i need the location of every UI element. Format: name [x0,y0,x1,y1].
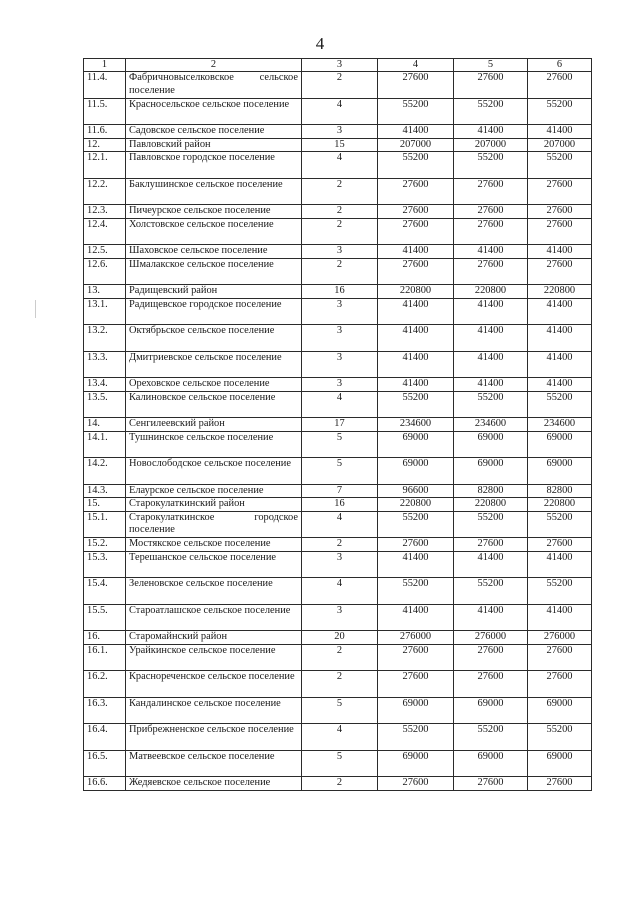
column-6-cell: 220800 [528,498,592,512]
column-5-cell: 41400 [454,604,528,631]
municipality-name-cell: Кандалинское сельское поселение [126,697,302,724]
municipality-name-cell: Сенгилеевский район [126,418,302,432]
column-6-cell: 27600 [528,671,592,698]
column-4-cell: 55200 [378,724,454,751]
column-6-cell: 27600 [528,205,592,219]
column-5-cell: 27600 [454,72,528,99]
column-5-cell: 41400 [454,245,528,259]
column-3-cell: 4 [302,152,378,179]
column-4-cell: 69000 [378,458,454,485]
column-6-cell: 55200 [528,724,592,751]
page-number: 4 [315,34,325,53]
municipality-name-cell: Елаурское сельское поселение [126,484,302,498]
column-3-cell: 3 [302,245,378,259]
row-number-cell: 12.5. [84,245,126,259]
column-5-cell: 55200 [454,511,528,538]
column-header: 6 [528,59,592,72]
column-3-cell: 2 [302,777,378,791]
column-4-cell: 55200 [378,98,454,125]
column-5-cell: 41400 [454,325,528,352]
municipality-name-cell: Урайкинское сельское поселение [126,644,302,671]
row-number-cell: 16.2. [84,671,126,698]
column-3-cell: 2 [302,218,378,245]
row-number-cell: 15.5. [84,604,126,631]
municipality-name-cell: Калиновское сельское поселение [126,391,302,418]
row-number-cell: 12.1. [84,152,126,179]
column-4-cell: 41400 [378,604,454,631]
table-row [84,245,592,259]
column-5-cell: 27600 [454,671,528,698]
column-5-cell: 69000 [454,697,528,724]
municipality-name-cell: Радищевское городское поселение [126,298,302,325]
table-row [84,551,592,578]
column-5-cell: 41400 [454,298,528,325]
municipality-name-cell: Зеленовское сельское поселение [126,578,302,605]
column-5-cell: 55200 [454,391,528,418]
row-number-cell: 13. [84,285,126,299]
table-row [84,458,592,485]
column-4-cell: 69000 [378,697,454,724]
table-row [84,205,592,219]
municipality-name-cell: Новослободское сельское поселение [126,458,302,485]
column-6-cell: 82800 [528,484,592,498]
column-6-cell: 276000 [528,631,592,645]
row-number-cell: 14.1. [84,431,126,458]
table-row [84,138,592,152]
column-4-cell: 69000 [378,750,454,777]
row-number-cell: 16.4. [84,724,126,751]
municipality-name-cell: Павловское городское поселение [126,152,302,179]
municipality-name-cell: Садовское сельское поселение [126,125,302,139]
column-4-cell: 27600 [378,671,454,698]
row-number-cell: 16.6. [84,777,126,791]
column-4-cell: 55200 [378,391,454,418]
column-4-cell: 27600 [378,205,454,219]
municipality-name-cell: Старомайнский район [126,631,302,645]
column-4-cell: 41400 [378,351,454,378]
column-6-cell: 69000 [528,458,592,485]
table-row [84,351,592,378]
column-6-cell: 41400 [528,125,592,139]
column-4-cell: 27600 [378,72,454,99]
column-3-cell: 4 [302,578,378,605]
column-3-cell: 2 [302,178,378,205]
column-6-cell: 27600 [528,258,592,285]
table-row [84,578,592,605]
column-5-cell: 276000 [454,631,528,645]
column-5-cell: 69000 [454,458,528,485]
municipality-name-cell: Шаховское сельское поселение [126,245,302,259]
column-4-cell: 41400 [378,298,454,325]
row-number-cell: 12.3. [84,205,126,219]
row-number-cell: 16.5. [84,750,126,777]
municipality-name-cell: Матвеевское сельское поселение [126,750,302,777]
column-6-cell: 55200 [528,391,592,418]
column-4-cell: 220800 [378,285,454,299]
column-3-cell: 7 [302,484,378,498]
column-6-cell: 41400 [528,245,592,259]
column-3-cell: 17 [302,418,378,432]
municipality-name-cell: Старокулаткинское городское поселение [126,511,302,538]
table-row [84,325,592,352]
allocation-table [83,58,592,791]
table-header-row [84,59,592,72]
column-6-cell: 41400 [528,551,592,578]
column-5-cell: 27600 [454,205,528,219]
municipality-name-cell: Шмалакское сельское поселение [126,258,302,285]
row-number-cell: 16.3. [84,697,126,724]
column-5-cell: 41400 [454,125,528,139]
column-header: 2 [126,59,302,72]
table-row [84,152,592,179]
column-6-cell: 207000 [528,138,592,152]
table-row [84,604,592,631]
column-4-cell: 27600 [378,538,454,552]
municipality-name-cell: Пичеурское сельское поселение [126,205,302,219]
column-6-cell: 55200 [528,152,592,179]
column-3-cell: 20 [302,631,378,645]
column-6-cell: 55200 [528,98,592,125]
table-body [84,72,592,791]
municipality-name-cell: Мостякское сельское поселение [126,538,302,552]
column-5-cell: 27600 [454,178,528,205]
column-5-cell: 27600 [454,777,528,791]
row-number-cell: 13.4. [84,378,126,392]
row-number-cell: 11.5. [84,98,126,125]
column-3-cell: 4 [302,511,378,538]
column-6-cell: 41400 [528,351,592,378]
column-5-cell: 55200 [454,578,528,605]
row-number-cell: 15.1. [84,511,126,538]
column-3-cell: 4 [302,724,378,751]
municipality-name-cell: Фабричновыселковское сельское поселение [126,72,302,99]
table-row [84,418,592,432]
column-4-cell: 41400 [378,325,454,352]
row-number-cell: 15.3. [84,551,126,578]
table-row [84,72,592,99]
row-number-cell: 12. [84,138,126,152]
column-5-cell: 27600 [454,218,528,245]
row-number-cell: 12.6. [84,258,126,285]
column-4-cell: 96600 [378,484,454,498]
municipality-name-cell: Ореховское сельское поселение [126,378,302,392]
column-5-cell: 207000 [454,138,528,152]
table-row [84,298,592,325]
municipality-name-cell: Старокулаткинский район [126,498,302,512]
column-4-cell: 27600 [378,777,454,791]
column-3-cell: 16 [302,498,378,512]
municipality-name-cell: Терешанское сельское поселение [126,551,302,578]
column-3-cell: 5 [302,697,378,724]
column-6-cell: 41400 [528,378,592,392]
column-3-cell: 5 [302,431,378,458]
table-row [84,258,592,285]
column-4-cell: 27600 [378,644,454,671]
column-3-cell: 2 [302,671,378,698]
column-6-cell: 220800 [528,285,592,299]
municipality-name-cell: Октябрьское сельское поселение [126,325,302,352]
column-5-cell: 55200 [454,152,528,179]
table-row [84,724,592,751]
table-row [84,697,592,724]
column-5-cell: 55200 [454,98,528,125]
row-number-cell: 15.2. [84,538,126,552]
column-3-cell: 2 [302,644,378,671]
row-number-cell: 12.4. [84,218,126,245]
column-4-cell: 27600 [378,258,454,285]
municipality-name-cell: Краснореченское сельское поселение [126,671,302,698]
column-5-cell: 41400 [454,378,528,392]
column-5-cell: 41400 [454,551,528,578]
column-4-cell: 55200 [378,152,454,179]
table-row [84,538,592,552]
row-number-cell: 12.2. [84,178,126,205]
column-5-cell: 69000 [454,750,528,777]
row-number-cell: 14. [84,418,126,432]
column-5-cell: 55200 [454,724,528,751]
column-6-cell: 27600 [528,178,592,205]
table-row [84,98,592,125]
column-header: 5 [454,59,528,72]
column-3-cell: 3 [302,325,378,352]
table-row [84,218,592,245]
column-3-cell: 4 [302,98,378,125]
column-5-cell: 220800 [454,285,528,299]
column-3-cell: 3 [302,351,378,378]
column-4-cell: 276000 [378,631,454,645]
row-number-cell: 14.2. [84,458,126,485]
column-4-cell: 41400 [378,125,454,139]
column-3-cell: 2 [302,72,378,99]
column-6-cell: 41400 [528,298,592,325]
column-4-cell: 234600 [378,418,454,432]
table-row [84,750,592,777]
column-3-cell: 15 [302,138,378,152]
column-5-cell: 27600 [454,258,528,285]
column-5-cell: 27600 [454,538,528,552]
column-5-cell: 27600 [454,644,528,671]
municipality-name-cell: Красносельское сельское поселение [126,98,302,125]
row-number-cell: 13.2. [84,325,126,352]
row-number-cell: 14.3. [84,484,126,498]
column-3-cell: 5 [302,750,378,777]
table-row [84,378,592,392]
column-6-cell: 41400 [528,604,592,631]
column-6-cell: 27600 [528,218,592,245]
column-4-cell: 27600 [378,178,454,205]
column-4-cell: 55200 [378,578,454,605]
column-6-cell: 55200 [528,578,592,605]
table-row [84,631,592,645]
column-5-cell: 234600 [454,418,528,432]
municipality-name-cell: Баклушинское сельское поселение [126,178,302,205]
table-row [84,431,592,458]
row-number-cell: 13.1. [84,298,126,325]
table-row [84,391,592,418]
column-3-cell: 3 [302,298,378,325]
column-6-cell: 69000 [528,697,592,724]
column-3-cell: 4 [302,391,378,418]
column-6-cell: 27600 [528,72,592,99]
row-number-cell: 16.1. [84,644,126,671]
column-3-cell: 3 [302,378,378,392]
table-row [84,285,592,299]
column-6-cell: 55200 [528,511,592,538]
table-row [84,125,592,139]
column-4-cell: 55200 [378,511,454,538]
column-4-cell: 27600 [378,218,454,245]
column-6-cell: 27600 [528,538,592,552]
column-header: 1 [84,59,126,72]
row-number-cell: 11.4. [84,72,126,99]
municipality-name-cell: Староатлашское сельское поселение [126,604,302,631]
row-number-cell: 15. [84,498,126,512]
table-row [84,498,592,512]
column-3-cell: 2 [302,538,378,552]
column-4-cell: 207000 [378,138,454,152]
column-header: 4 [378,59,454,72]
column-6-cell: 27600 [528,777,592,791]
column-4-cell: 41400 [378,378,454,392]
municipality-name-cell: Тушнинское сельское поселение [126,431,302,458]
column-6-cell: 234600 [528,418,592,432]
municipality-name-cell: Павловский район [126,138,302,152]
column-3-cell: 2 [302,258,378,285]
table-row [84,178,592,205]
column-header: 3 [302,59,378,72]
scan-mark [35,300,36,318]
column-3-cell: 16 [302,285,378,299]
column-4-cell: 41400 [378,551,454,578]
municipality-name-cell: Прибрежненское сельское поселение [126,724,302,751]
column-3-cell: 3 [302,604,378,631]
row-number-cell: 15.4. [84,578,126,605]
table-row [84,644,592,671]
column-6-cell: 27600 [528,644,592,671]
column-3-cell: 5 [302,458,378,485]
table-row [84,511,592,538]
municipality-name-cell: Радищевский район [126,285,302,299]
column-6-cell: 69000 [528,431,592,458]
row-number-cell: 16. [84,631,126,645]
column-5-cell: 69000 [454,431,528,458]
municipality-name-cell: Жедяевское сельское поселение [126,777,302,791]
municipality-name-cell: Холстовское сельское поселение [126,218,302,245]
column-4-cell: 220800 [378,498,454,512]
column-6-cell: 69000 [528,750,592,777]
table-row [84,671,592,698]
column-3-cell: 3 [302,551,378,578]
column-6-cell: 41400 [528,325,592,352]
column-4-cell: 69000 [378,431,454,458]
municipality-name-cell: Дмитриевское сельское поселение [126,351,302,378]
column-5-cell: 41400 [454,351,528,378]
table-row [84,777,592,791]
row-number-cell: 13.3. [84,351,126,378]
column-5-cell: 82800 [454,484,528,498]
column-5-cell: 220800 [454,498,528,512]
column-4-cell: 41400 [378,245,454,259]
row-number-cell: 13.5. [84,391,126,418]
column-3-cell: 3 [302,125,378,139]
row-number-cell: 11.6. [84,125,126,139]
table-row [84,484,592,498]
column-3-cell: 2 [302,205,378,219]
